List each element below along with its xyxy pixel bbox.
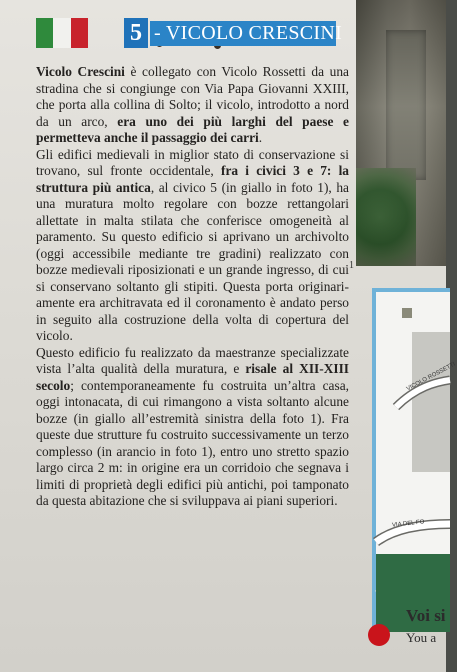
road-label: VIA DEL FO (391, 519, 425, 529)
paragraph: Vicolo Crescini è collegato con Vicolo Rossetti da una stradina che si congiunge con Via Papa Giovanni XXIII, che porta alla collina di Solto; il vicolo, introdotto a nord da un arco, era uno dei più larghi del paese e permetteva anche il passaggio dei carri. (36, 64, 349, 145)
road-label: VICOLO ROSSETTI (405, 361, 457, 393)
italian-flag-icon (36, 18, 88, 48)
paragraph: Questo edificio fu realizzato da maestranze specializzate vista l’alta qualità della muratura, e risale al XII-XIII secolo; contemporaneamente fu costruita un’altra casa, oggi intonacata, di cui rimangono a vista soltanto alcune bozze (in giallo all’estremità sinistra della foto 1). Fra queste due strutture fu costruito successivamente un terzo complesso (in arancio in foto 1), entro uno stretto spazio largo circa 2 m: in origine era un corridoio che segnava i limiti di proprietà degli edifici più antichi, poi tamponato da questa abitazione che si sviluppava ai piani superiori. (36, 344, 350, 508)
location-map (372, 288, 457, 632)
description-text (36, 64, 349, 510)
legend-english: You a (406, 630, 437, 645)
legend-italian: Voi si (406, 606, 446, 625)
photo-1 (356, 0, 446, 266)
paragraph: Gli edifici medievali in miglior stato di conservazione si trovano, sul fronte occidentale, fra i civici 3 e 7: la struttura più antica, al civico 5 (in giallo in foto 1), ha una muratura molto regolare con bozze rettangolari allettate in malta stilata che conferisce omogeneità al paramento. Su questo edificio si aprivano un archivolto (oggi accessibile mediante tre gradini) realizzato con bozze medievali riposizionati e un grande ingresso, di cui si conservano soltanto gli stipiti. Questa porta originariamente era architravata ed il coronamento è andato perso in seguito alla costruzione della volta di copertura del vicolo. (36, 146, 350, 343)
photo-number: 1 (349, 260, 354, 271)
section-title: - VICOLO CRESCINI (150, 21, 336, 46)
section-number: 5 (124, 18, 148, 48)
section-header (36, 18, 343, 48)
you-are-here-marker-icon (368, 624, 390, 646)
